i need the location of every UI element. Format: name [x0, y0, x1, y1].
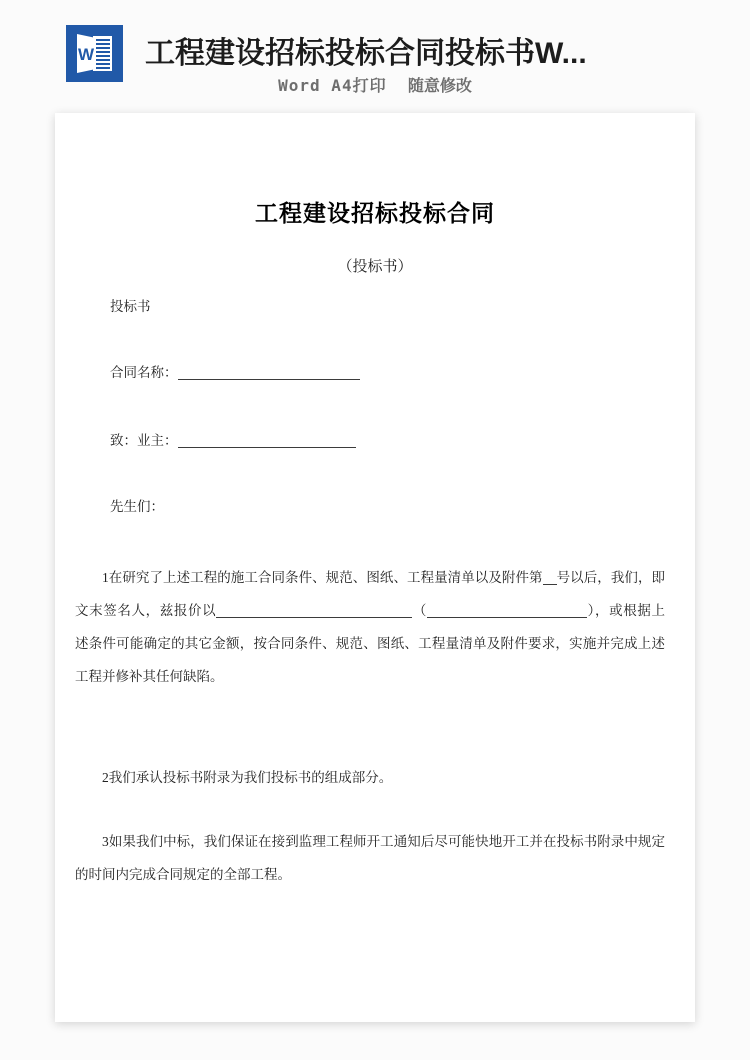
document-paragraph-2 [75, 761, 665, 794]
paragraph-1-segment-c: （ [412, 603, 427, 618]
field-contract-name-label: 合同名称： [110, 365, 178, 380]
preview-subtitle [0, 73, 750, 96]
document-page[interactable] [55, 113, 695, 1022]
preview-subtitle-editable: 随意修改 [407, 78, 472, 95]
bid-amount-words-input[interactable] [427, 606, 587, 618]
field-contract-name-input[interactable] [178, 368, 360, 380]
field-owner-label: 致：业主： [110, 433, 178, 448]
preview-header [0, 0, 750, 113]
paragraph-1-segment-a: 1在研究了上述工程的施工合同条件、规范、图纸、工程量清单以及附件第 [102, 570, 543, 585]
paragraph-3-text: 3如果我们中标，我们保证在接到监理工程师开工通知后尽可能快地开工并在投标书附录中规定的时间内完成合同规定的全部工程。 [75, 834, 665, 882]
document-paragraph-1 [75, 561, 665, 693]
paragraph-2-text: 2我们承认投标书附录为我们投标书的组成部分。 [102, 770, 393, 785]
document-greeting: 先生们： [110, 499, 164, 514]
preview-title: 工程建设招标投标合同投标书W... [145, 36, 587, 70]
document-title: 工程建设招标投标合同 [255, 200, 495, 226]
field-owner [110, 431, 356, 451]
document-section-label: 投标书 [110, 299, 151, 314]
paragraph-1-segment-d: ），或根据上述条件可能确定的其它金额，按合同条件、规范、图纸、工程量清单及附件要求，实施并完成上述工程并修补其任何缺陷。 [75, 603, 665, 684]
paragraph-1-segment-b: 号以后，我们，即文末签名人，兹报价以 [75, 570, 666, 618]
document-subtitle: （投标书） [337, 259, 413, 275]
field-owner-input[interactable] [178, 436, 356, 448]
document-page-content [55, 113, 695, 1022]
document-paragraph-3 [75, 825, 665, 891]
svg-text:W: W [77, 45, 95, 64]
bid-amount-input[interactable] [216, 606, 412, 618]
preview-subtitle-format: Word A4打印 [278, 76, 387, 95]
field-contract-name [110, 363, 360, 383]
appendix-number-input[interactable] [543, 573, 557, 585]
